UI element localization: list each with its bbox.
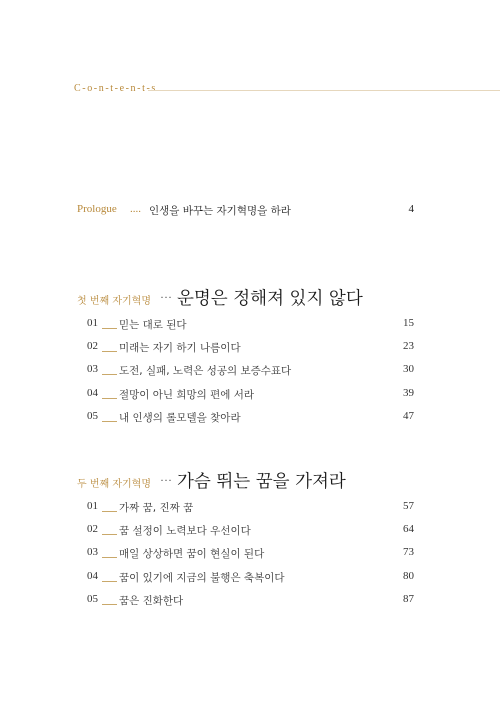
prologue-leader: .... (130, 203, 141, 215)
chapter-entries (87, 497, 414, 613)
entry-title: 미래는 자기 하기 나름이다 (119, 342, 241, 355)
chapter-title: 운명은 정해져 있지 않다 (177, 289, 363, 309)
entry-dash (102, 511, 117, 512)
entry-dash (102, 581, 117, 582)
chapter-leader: ··· (160, 290, 172, 304)
entry-title: 믿는 대로 된다 (119, 319, 187, 331)
toc-entry[interactable] (87, 520, 414, 543)
entry-title: 매일 상상하면 꿈이 현실이 된다 (119, 548, 265, 561)
entry-title: 꿈 설정이 노력보다 우선이다 (119, 525, 251, 538)
entry-dash (102, 328, 117, 329)
contents-heading: C-o-n-t-e-n-t-s (74, 83, 157, 94)
entry-title: 꿈이 있기에 지금의 불행은 축복이다 (119, 571, 285, 584)
prologue-page: 4 (408, 203, 414, 215)
toc-entry[interactable] (87, 314, 414, 337)
toc-entry[interactable] (87, 360, 414, 383)
heading-rule (148, 90, 500, 91)
chapter-title: 가슴 뛰는 꿈을 가져라 (177, 472, 346, 492)
entry-number: 03 (87, 363, 98, 376)
entry-number: 05 (87, 592, 98, 605)
entry-dash (102, 351, 117, 352)
entry-title: 내 인생의 롤모델을 찾아라 (119, 411, 241, 424)
entry-dash (102, 398, 117, 399)
entry-page: 15 (403, 317, 414, 329)
chapter-1 (77, 284, 414, 424)
entry-page: 23 (403, 340, 414, 353)
entry-number: 01 (87, 317, 98, 329)
entry-page: 39 (403, 386, 414, 399)
prologue-title: 인생을 바꾸는 자기혁명을 하라 (149, 205, 291, 217)
entry-page: 64 (403, 523, 414, 536)
toc-entry[interactable] (87, 407, 414, 430)
entry-page: 47 (403, 409, 414, 422)
entry-number: 01 (87, 500, 98, 512)
toc-entry[interactable] (87, 590, 414, 613)
entry-page: 57 (403, 500, 414, 512)
chapter-number: 첫 번째 자기혁명 (77, 296, 151, 307)
entry-page: 30 (403, 363, 414, 376)
entry-title: 도전, 실패, 노력은 성공의 보증수표다 (119, 365, 292, 378)
toc-entry[interactable] (87, 567, 414, 590)
toc-entry[interactable] (87, 497, 414, 520)
entry-number: 02 (87, 340, 98, 353)
chapter-leader: ··· (160, 473, 172, 487)
entry-dash (102, 374, 117, 375)
prologue-label: Prologue (77, 203, 117, 215)
chapter-heading[interactable] (77, 467, 414, 497)
chapter-heading[interactable] (77, 284, 414, 314)
toc-entry[interactable] (87, 384, 414, 407)
entry-dash (102, 534, 117, 535)
entry-dash (102, 604, 117, 605)
entry-page: 80 (403, 569, 414, 582)
entry-title: 가짜 꿈, 진짜 꿈 (119, 502, 194, 514)
entry-number: 02 (87, 523, 98, 536)
toc-entry[interactable] (87, 337, 414, 360)
chapter-number: 두 번째 자기혁명 (77, 479, 151, 490)
entry-dash (102, 557, 117, 558)
entry-number: 03 (87, 546, 98, 559)
entry-number: 05 (87, 409, 98, 422)
entry-page: 73 (403, 546, 414, 559)
chapter-entries (87, 314, 414, 430)
toc-entry[interactable] (87, 543, 414, 566)
entry-title: 절망이 아닌 희망의 편에 서라 (119, 388, 255, 401)
entry-number: 04 (87, 569, 98, 582)
entry-title: 꿈은 진화한다 (119, 594, 184, 607)
prologue-entry[interactable] (77, 200, 414, 220)
entry-page: 87 (403, 592, 414, 605)
entry-dash (102, 421, 117, 422)
entry-number: 04 (87, 386, 98, 399)
chapter-2 (77, 467, 414, 607)
